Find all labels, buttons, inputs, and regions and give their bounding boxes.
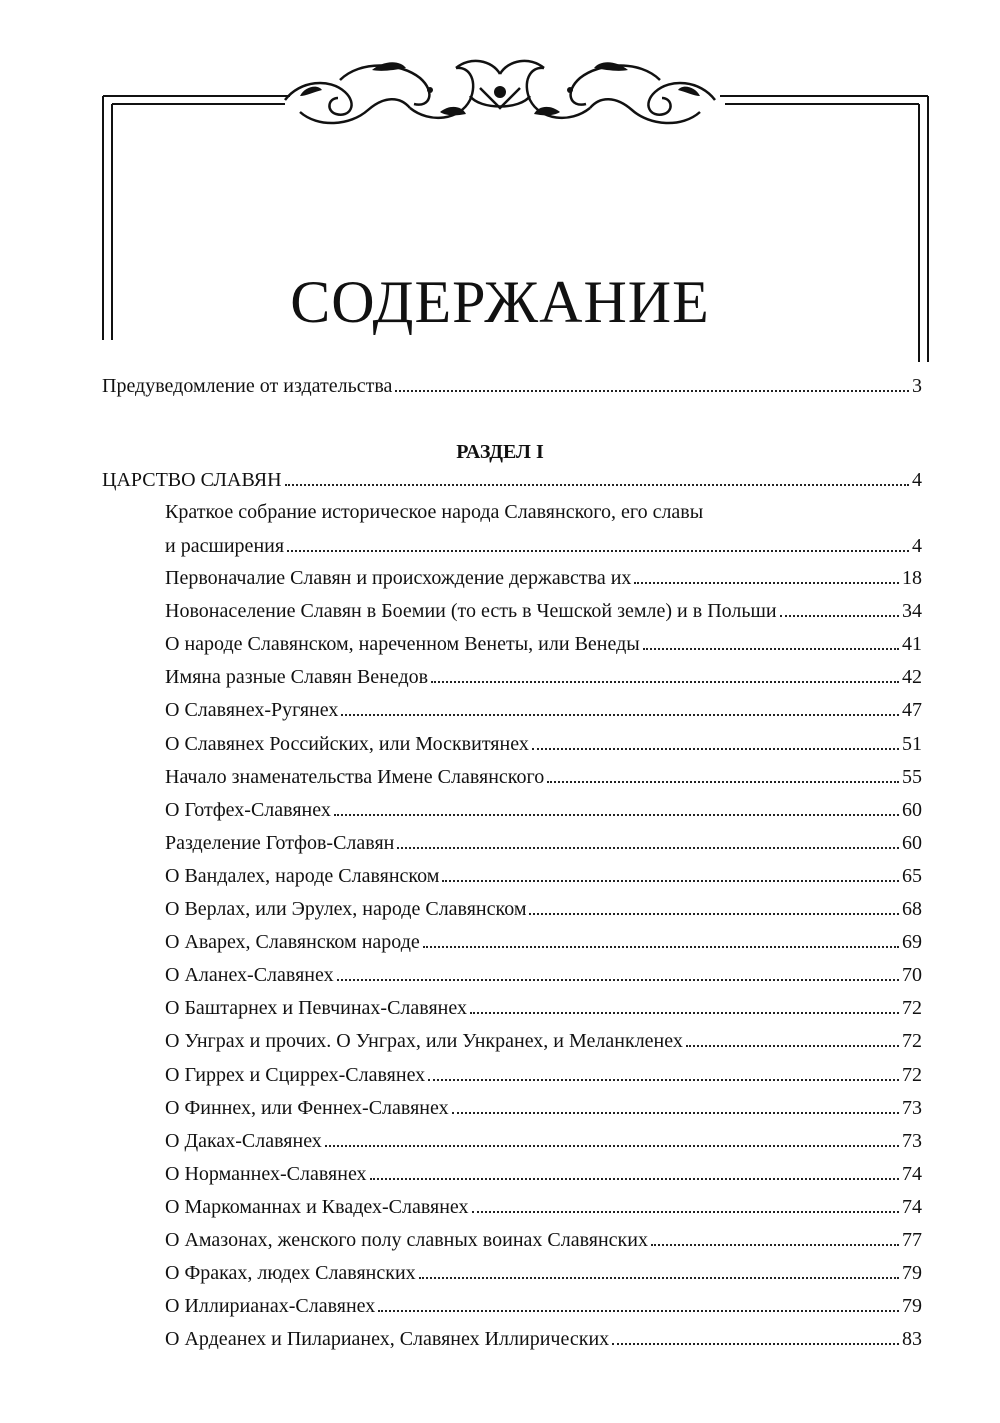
toc-entry[interactable] xyxy=(165,566,922,590)
toc-entry-page: 72 xyxy=(902,1030,922,1053)
toc-entry-page: 60 xyxy=(902,798,922,821)
dot-leader xyxy=(612,1343,899,1345)
toc-entry[interactable] xyxy=(165,963,922,987)
toc-entry-page: 73 xyxy=(902,1129,922,1152)
toc-entry-page: 74 xyxy=(902,1195,922,1218)
toc-entry-page: 83 xyxy=(902,1328,922,1351)
toc-chapter-page: 4 xyxy=(912,469,922,491)
dot-leader xyxy=(423,946,899,948)
toc-entry[interactable] xyxy=(165,1063,922,1087)
toc-entry[interactable] xyxy=(165,665,922,689)
toc-entry[interactable] xyxy=(165,1195,922,1219)
toc-entry-page: 18 xyxy=(902,567,922,589)
toc-entry-page: 65 xyxy=(902,864,922,887)
toc-entry-page: 51 xyxy=(902,732,922,755)
toc-entry-page: 79 xyxy=(902,1295,922,1318)
toc-entry-title: О Вандалех, народе Славянском xyxy=(165,864,440,887)
toc-entry-title: Первоначалие Славян и происхождение державства их xyxy=(165,567,632,589)
toc-entry-title: О Амазонах, женского полу славных воинах Славянских xyxy=(165,1229,648,1251)
toc-entry-title: Предуведомление от издательства xyxy=(102,375,393,397)
toc-entry[interactable] xyxy=(165,1327,922,1351)
toc-entry-title: О Готфех-Славянех xyxy=(165,798,331,821)
toc-entry-title: О Норманнех-Славянех xyxy=(165,1162,367,1185)
section-heading: РАЗДЕЛ I xyxy=(456,441,544,463)
dot-leader xyxy=(378,1310,899,1312)
toc-entry-page: 41 xyxy=(902,633,922,656)
toc-entry[interactable] xyxy=(165,831,922,855)
dot-leader xyxy=(452,1112,899,1114)
dot-leader xyxy=(431,681,899,683)
toc-entry-first-line1[interactable]: Краткое собрание историческое народа Славянского, его славы xyxy=(165,501,704,523)
dot-leader xyxy=(780,615,899,617)
toc-entry[interactable] xyxy=(165,698,922,722)
toc-entry[interactable] xyxy=(165,864,922,888)
toc-entry[interactable] xyxy=(165,1129,922,1153)
toc-entry-title: О Баштарнех и Певчинах-Славянех xyxy=(165,997,467,1020)
toc-entry-title: О Маркоманнах и Квадех-Славянех xyxy=(165,1195,469,1218)
toc-entry-page: 77 xyxy=(902,1229,922,1251)
toc-entry-title: О Гиррех и Сциррех-Славянех xyxy=(165,1063,426,1086)
dot-leader xyxy=(643,648,899,650)
toc-entry[interactable] xyxy=(165,1029,922,1053)
toc-entry-page: 68 xyxy=(902,898,922,920)
dot-leader xyxy=(287,550,909,552)
toc-entry[interactable] xyxy=(165,1228,922,1252)
dot-leader xyxy=(472,1211,899,1213)
toc-entry-page: 72 xyxy=(902,1063,922,1086)
toc-entry-first[interactable] xyxy=(165,534,922,558)
toc-entry[interactable] xyxy=(165,798,922,822)
toc-entry-page: 42 xyxy=(902,666,922,689)
dot-leader xyxy=(547,781,899,783)
toc-entry-title: О Ардеанех и Пиларианех, Славянех Иллирических xyxy=(165,1328,610,1351)
toc-entry-title: О Фраках, людех Славянских xyxy=(165,1262,416,1285)
dot-leader xyxy=(341,714,899,716)
toc-chapter-title: ЦАРСТВО СЛАВЯН xyxy=(102,469,282,491)
dot-leader xyxy=(395,390,909,392)
toc-entry-preface[interactable] xyxy=(102,374,922,398)
toc-entry-page: 55 xyxy=(902,765,922,788)
toc-entry[interactable] xyxy=(165,1261,922,1285)
dot-leader xyxy=(419,1277,899,1279)
toc-entry-title: О Аланех-Славянех xyxy=(165,964,334,987)
toc-entry[interactable] xyxy=(165,1096,922,1120)
toc-entry-title: О Славянех-Ругянех xyxy=(165,699,339,722)
dot-leader xyxy=(686,1045,899,1047)
dot-leader xyxy=(442,880,899,882)
toc-entry-page: 72 xyxy=(902,997,922,1020)
dot-leader xyxy=(397,847,899,849)
dot-leader xyxy=(325,1145,899,1147)
toc-entry-title: О народе Славянском, нареченном Венеты, или Венеды xyxy=(165,633,640,656)
toc-entry-page: 4 xyxy=(912,535,922,557)
dot-leader xyxy=(334,814,899,816)
toc-entry-page: 69 xyxy=(902,931,922,954)
dot-leader xyxy=(634,582,899,584)
toc-entry-page: 3 xyxy=(912,375,922,397)
toc-entry-page: 70 xyxy=(902,964,922,987)
toc-entry-page: 73 xyxy=(902,1096,922,1119)
toc-entry-title: Имяна разные Славян Венедов xyxy=(165,666,429,689)
toc-entry-page: 60 xyxy=(902,831,922,854)
toc-entry-title: О Славянех Российских, или Москвитянех xyxy=(165,732,529,755)
dot-leader xyxy=(532,748,899,750)
toc-chapter[interactable] xyxy=(102,468,922,492)
dot-leader xyxy=(529,913,899,915)
toc-entry-page: 34 xyxy=(902,600,922,623)
toc-entry[interactable] xyxy=(165,732,922,756)
toc-entry-title: и расширения xyxy=(165,535,285,557)
toc-entry[interactable] xyxy=(165,897,922,921)
toc-entry-title: Новонаселение Славян в Боемии (то есть в Чешской земле) и в Польши xyxy=(165,600,777,623)
dot-leader xyxy=(651,1244,899,1246)
toc-entry[interactable] xyxy=(165,1294,922,1318)
toc-entry[interactable] xyxy=(165,765,922,789)
toc-entry[interactable] xyxy=(165,930,922,954)
toc-entry-title: О Аварех, Славянском народе xyxy=(165,931,420,954)
toc-entry-title: О Верлах, или Эрулех, народе Славянском xyxy=(165,898,527,920)
dot-leader xyxy=(370,1178,899,1180)
toc-entry-title: Разделение Готфов-Славян xyxy=(165,831,395,854)
toc-entry[interactable] xyxy=(165,632,922,656)
dot-leader xyxy=(428,1079,899,1081)
dot-leader xyxy=(285,484,909,486)
toc-entry-title: Начало знаменательства Имене Славянского xyxy=(165,765,545,788)
toc-entry-page: 74 xyxy=(902,1162,922,1185)
toc-entry[interactable] xyxy=(165,599,922,623)
dot-leader xyxy=(470,1012,899,1014)
toc-entry-page: 79 xyxy=(902,1262,922,1285)
toc-entry-title: О Унграх и прочих. О Унграх, или Ункранех, и Меланкленех xyxy=(165,1030,683,1053)
dot-leader xyxy=(337,979,899,981)
toc-entry[interactable] xyxy=(165,1162,922,1186)
toc-entry-page: 47 xyxy=(902,699,922,722)
toc-entry-title: О Даках-Славянех xyxy=(165,1129,322,1152)
toc-entry[interactable] xyxy=(165,996,922,1020)
toc-entry-title: О Финнех, или Феннех-Славянех xyxy=(165,1096,449,1119)
page-title: СОДЕРЖАНИЕ xyxy=(290,269,710,335)
toc-entry-title: О Иллирианах-Славянех xyxy=(165,1295,376,1318)
